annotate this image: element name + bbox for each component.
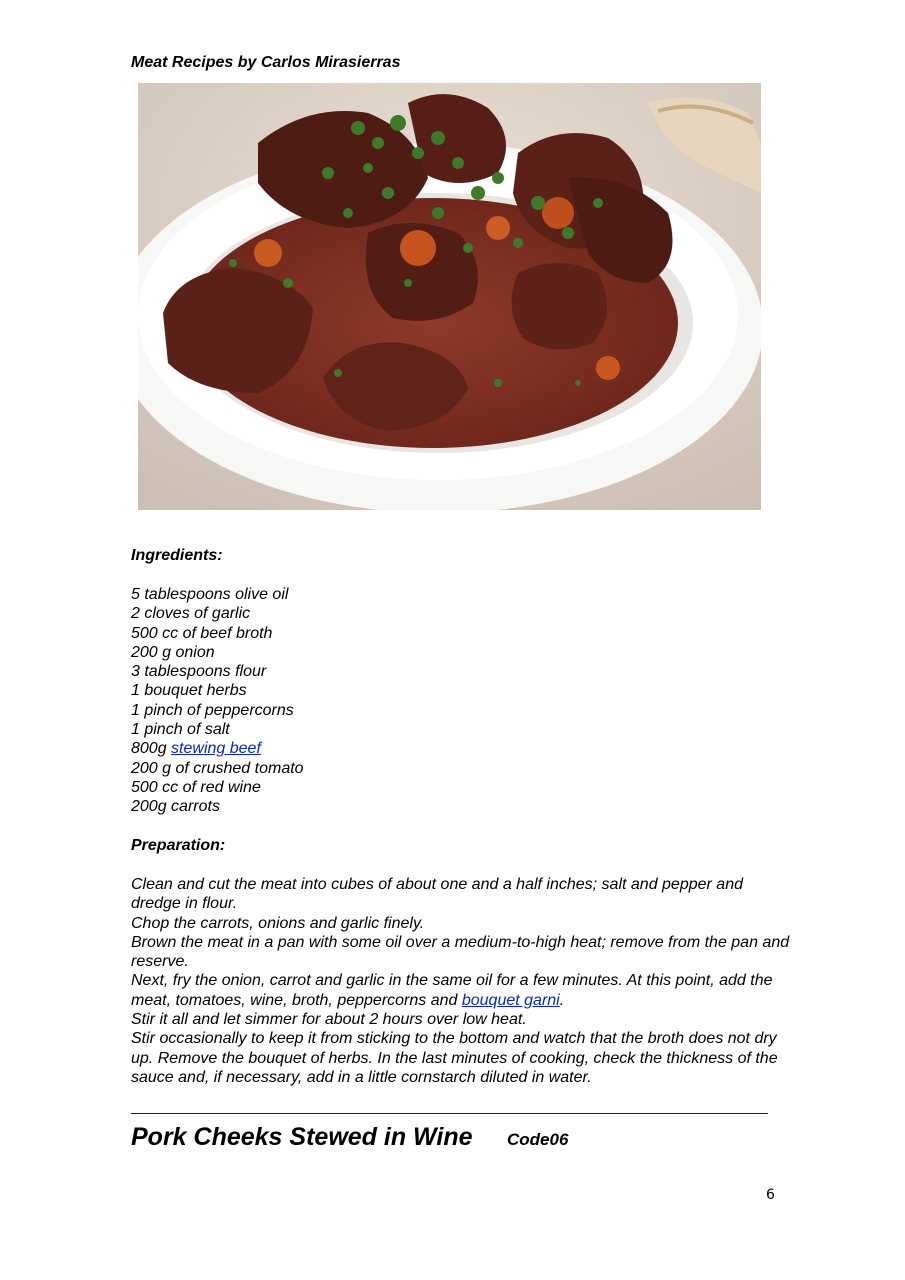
preparation-step: Chop the carrots, onions and garlic finely. — [131, 914, 425, 932]
bouquet-garni-link[interactable]: bouquet garni — [461, 991, 560, 1009]
preparation-step: Stir it all and let simmer for about 2 hours over low heat. — [131, 1011, 527, 1029]
list-item: 3 tablespoons flour — [131, 663, 267, 681]
list-item: 2 cloves of garlic — [131, 605, 251, 623]
ingredients-list — [131, 585, 304, 817]
preparation-step — [131, 971, 791, 1010]
divider — [131, 1113, 768, 1114]
next-recipe-title: Pork Cheeks Stewed in Wine — [131, 1123, 473, 1151]
ingredients-title: Ingredients: — [131, 547, 223, 564]
document-header: Meat Recipes by Carlos Mirasierras — [131, 54, 401, 71]
list-item: 200 g onion — [131, 643, 215, 661]
page-number: 6 — [766, 1187, 775, 1203]
preparation-step: Stir occasionally to keep it from sticking to the bottom and watch that the broth does not dry up. Remove the bouquet of herbs. In the last minutes of cooking, check the thickness of the sauce and, if necessary, add in a little cornstarch diluted in water. — [131, 1030, 778, 1086]
list-item: 500 cc of beef broth — [131, 624, 273, 642]
list-item: 500 cc of red wine — [131, 778, 261, 796]
stewing-beef-link[interactable]: stewing beef — [171, 740, 261, 758]
list-item: 200g carrots — [131, 798, 220, 816]
list-item-text: 800g — [131, 740, 172, 758]
list-item: 1 pinch of salt — [131, 721, 230, 739]
list-item: 1 bouquet herbs — [131, 682, 247, 700]
list-item — [131, 739, 304, 758]
preparation-title: Preparation: — [131, 837, 226, 854]
list-item: 1 pinch of peppercorns — [131, 701, 294, 719]
preparation-text — [131, 875, 791, 1087]
preparation-step: Brown the meat in a pan with some oil over a medium-to-high heat; remove from the pan and reserve. — [131, 933, 790, 971]
stew-photo — [138, 83, 761, 510]
preparation-step-text: Next, fry the onion, carrot and garlic in the same oil for a few minutes. At this point, add the meat, tomatoes, wine, broth, peppercorns and — [131, 972, 773, 1009]
next-recipe-code: Code06 — [507, 1130, 569, 1149]
list-item: 5 tablespoons olive oil — [131, 586, 289, 603]
preparation-step-text: . — [559, 991, 565, 1009]
preparation-step: Clean and cut the meat into cubes of about one and a half inches; salt and pepper and dredge in flour. — [131, 876, 743, 913]
list-item: 200 g of crushed tomato — [131, 759, 304, 777]
